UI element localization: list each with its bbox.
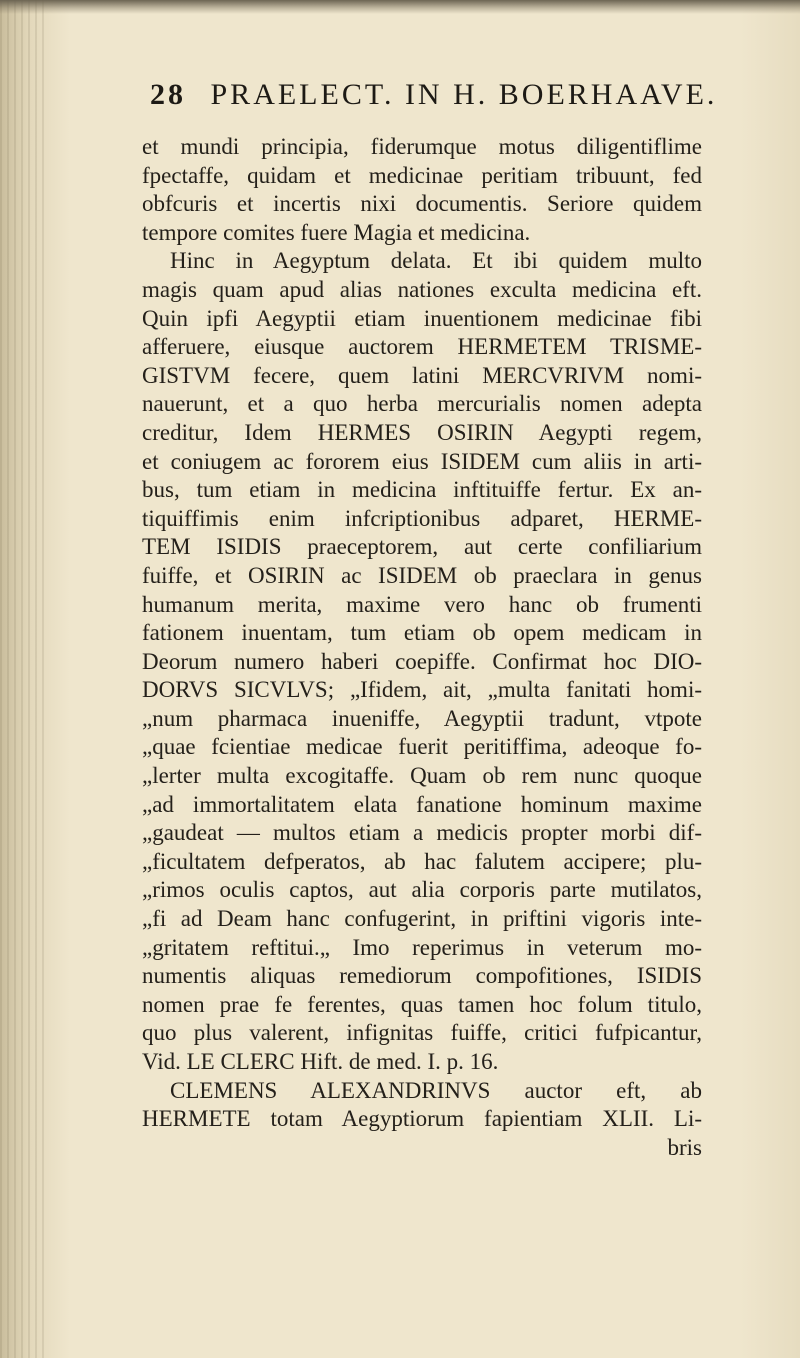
page-number: 28 (150, 78, 186, 111)
text-line: „ficultatem defperatos, ab hac falutem accipere; plu- (142, 848, 702, 874)
text-line: TEM ISIDIS praeceptorem, aut certe confiliarium (142, 534, 702, 560)
text-line: „fi ad Deam hanc confugerint, in priftini vigoris inte- (142, 906, 702, 932)
text-line: humanum merita, maxime vero hanc ob frumenti (142, 591, 702, 617)
running-title: PRAELECT. IN H. BOERHAAVE. (210, 78, 718, 111)
text-line: nauerunt, et a quo herba mercurialis nomen adepta (142, 391, 702, 417)
text-line: Quin ipfi Aegyptii etiam inuentionem medicinae fibi (142, 305, 702, 331)
text-line: Hinc in Aegyptum delata. Et ibi quidem multo (170, 248, 702, 274)
text-line: CLEMENS ALEXANDRINVS auctor eft, ab (170, 1077, 702, 1103)
page-top-edge (0, 0, 800, 14)
text-line: GISTVM fecere, quem latini MERCVRIVM nomi- (142, 362, 702, 388)
text-line: fuiffe, et OSIRIN ac ISIDEM ob praeclara in genus (142, 562, 702, 588)
text-line: et coniugem ac fororem eius ISIDEM cum aliis in arti- (142, 448, 702, 474)
text-line: Deorum numero haberi coepiffe. Confirmat hoc DIO- (142, 648, 702, 674)
catchword: bris (667, 1134, 702, 1160)
text-line: magis quam apud alias nationes exculta medicina eft. (142, 276, 702, 302)
text-line: „quae fcientiae medicae fuerit peritiffima, adeoque fo- (142, 734, 702, 760)
text-line: bus, tum etiam in medicina inftituiffe fertur. Ex an- (142, 477, 702, 503)
text-line: creditur, Idem HERMES OSIRIN Aegypti regem, (142, 419, 702, 445)
page-gutter (0, 0, 44, 1358)
text-line: fationem inuentam, tum etiam ob opem medicam in (142, 620, 702, 646)
text-line: „ad immortalitatem elata fanatione hominum maxime (142, 791, 702, 817)
page-header (150, 78, 718, 128)
text-line: tempore comites fuere Magia et medicina. (142, 219, 531, 245)
text-line: nomen prae fe ferentes, quas tamen hoc folum titulo, (142, 991, 702, 1017)
text-line: tiquiffimis enim infcriptionibus adparet, HERME- (142, 505, 702, 531)
text-line: „gaudeat — multos etiam a medicis propter morbi dif- (142, 820, 702, 846)
text-line: Vid. LE CLERC Hift. de med. I. p. 16. (142, 1049, 499, 1074)
text-line: afferuere, eiusque auctorem HERMETEM TRISME- (142, 334, 702, 360)
text-line: „num pharmaca inueniffe, Aegyptii tradunt, vtpote (142, 705, 702, 731)
body-text (142, 133, 702, 1162)
text-line: et mundi principia, fiderumque motus diligentiflime (142, 134, 702, 159)
text-line: „gritatem reftitui.„ Imo reperimus in veterum mo- (142, 934, 702, 960)
text-line: „lerter multa excogitaffe. Quam ob rem nunc quoque (142, 763, 702, 789)
text-line: DORVS SICVLVS; „Ifidem, ait, „multa fanitati homi- (142, 677, 702, 703)
text-line: fpectaffe, quidam et medicinae peritiam tribuunt, fed (142, 162, 702, 188)
text-line: quo plus valerent, infignitas fuiffe, critici fufpicantur, (142, 1020, 702, 1046)
text-line: numentis aliquas remediorum compofitiones, ISIDIS (142, 963, 702, 989)
text-line: obfcuris et incertis nixi documentis. Seriore quidem (142, 191, 702, 217)
text-line: „rimos oculis captos, aut alia corporis parte mutilatos, (142, 877, 702, 903)
text-line: HERMETE totam Aegyptiorum fapientiam XLII. Li- (142, 1106, 702, 1132)
